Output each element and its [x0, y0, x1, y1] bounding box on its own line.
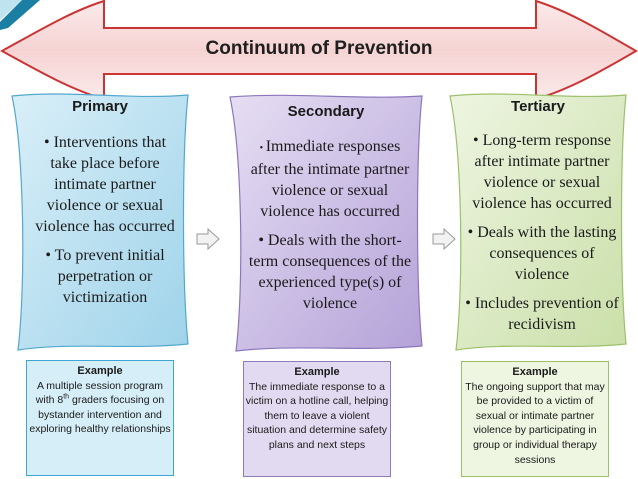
- primary-card: [10, 92, 190, 354]
- primary-bullet-1: • Interventions that take place before intimate partner violence or sexual violence has occurred: [30, 132, 180, 237]
- secondary-example-heading: Example: [294, 366, 340, 378]
- tertiary-example-box: [461, 361, 609, 477]
- primary-example-text-part1: A multiple session program with 8: [35, 379, 164, 407]
- primary-bullet-2: • To prevent initial perpetration or victimization: [30, 245, 180, 308]
- primary-example-text-part2: graders focusing on bystander intervention and exploring healthy relationships: [29, 394, 171, 436]
- secondary-example-text: The immediate response to a victim on a hotline call, helping them to leave a violent situation and determine safety plans and next steps: [245, 380, 389, 451]
- secondary-bullet-1: • Immediate responses after the intimate partner violence or sexual violence has occurred: [248, 136, 412, 222]
- diagram-title: Continuum of Prevention: [205, 38, 433, 59]
- tertiary-heading: Tertiary: [511, 98, 565, 115]
- primary-example-superscript: th: [63, 393, 70, 401]
- secondary-heading: Secondary: [287, 103, 365, 120]
- primary-example-heading: Example: [77, 365, 123, 377]
- primary-example-text: [27, 379, 173, 437]
- primary-example-box: [26, 360, 174, 476]
- secondary-bullet-2: • Deals with the short-term consequences of the experienced type(s) of violence: [248, 230, 412, 314]
- tertiary-bullet-3: • Includes prevention of recidivism: [462, 293, 622, 335]
- arrow-right-icon: [196, 228, 220, 250]
- tertiary-example-text: The ongoing support that may be provided to a victim of sexual or intimate partner violence by participating in group or individual therapy sessions: [465, 380, 605, 466]
- primary-heading: Primary: [72, 98, 128, 115]
- tertiary-example-heading: Example: [512, 366, 558, 378]
- tertiary-card: [448, 92, 628, 354]
- secondary-example-box: [243, 361, 391, 477]
- secondary-card: [226, 94, 426, 354]
- tertiary-bullet-1: • Long-term response after intimate partner violence or sexual violence has occurred: [462, 130, 622, 214]
- tertiary-bullet-2: • Deals with the lasting consequences of violence: [462, 222, 622, 285]
